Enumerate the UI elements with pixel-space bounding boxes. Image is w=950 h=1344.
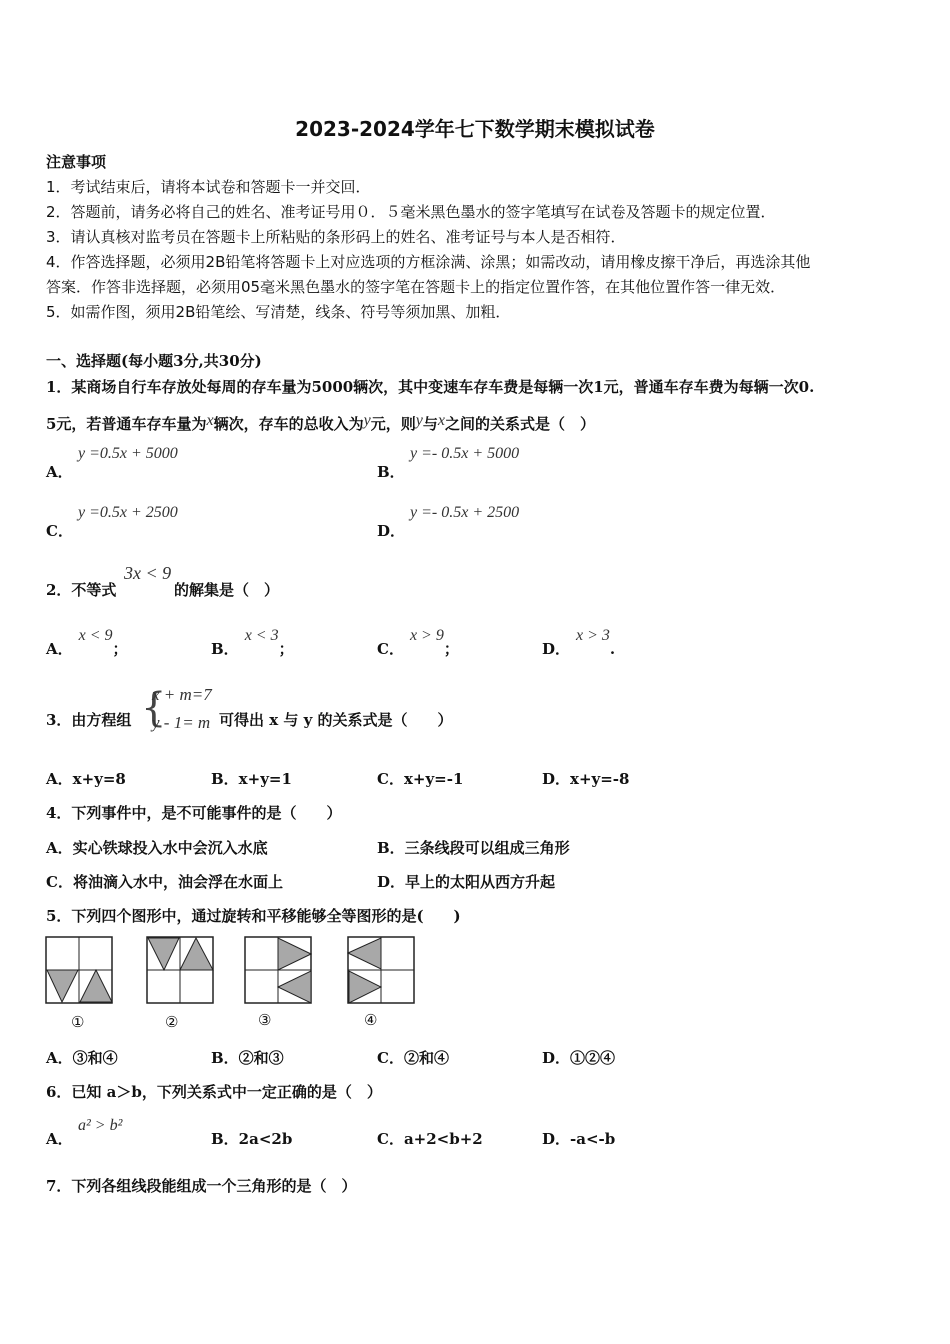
- q2-option-c[interactable]: C．x > 9；: [377, 627, 459, 658]
- page-title: 2023-2024学年七下数学期末模拟试卷: [295, 117, 655, 141]
- figure-4: [347, 936, 415, 1004]
- q4-option-c[interactable]: C．将油滴入水中，油会浮在水面上: [46, 873, 283, 891]
- note-item: 答案．作答非选择题，必须用05毫米黑色墨水的签字笔在答题卡上的指定位置作答，在其他位置作答一律无效．: [46, 278, 786, 296]
- q3-equation-1: x + m=7: [152, 685, 212, 704]
- q3-option-a[interactable]: A．x+y=8: [46, 770, 126, 788]
- note-item: 4．作答选择题，必须用2B铅笔将答题卡上对应选项的方框涂满、涂黑；如需改动，请用橡皮擦干净后，再选涂其他: [46, 253, 811, 271]
- q5-option-c[interactable]: C．②和④: [377, 1049, 449, 1067]
- q5-option-a[interactable]: A．③和④: [46, 1049, 118, 1067]
- q3-equation-2: y - 1= m: [152, 713, 211, 732]
- q1-option-d-math: y =- 0.5x + 2500: [410, 504, 520, 521]
- q1-option-a[interactable]: A．: [46, 463, 73, 481]
- q6-option-c[interactable]: C．a+2<b+2: [377, 1130, 483, 1148]
- notes-heading: 注意事项: [46, 153, 107, 171]
- figure-3: [244, 936, 312, 1004]
- q4-option-b[interactable]: B．三条线段可以组成三角形: [377, 839, 570, 857]
- question-3-post: 可得出 x 与 y 的关系式是（ ）: [219, 711, 453, 729]
- q3-option-b[interactable]: B．x+y=1: [211, 770, 292, 788]
- question-1-text-2: 5元，若普通车存车量为x辆次，存车的总收入为y元，则y与x之间的关系式是（ ）: [46, 412, 595, 433]
- q1-option-b[interactable]: B．: [377, 463, 405, 481]
- question-2-post: 的解集是（ ）: [174, 581, 280, 599]
- question-6-text: 6．已知 a＞b，下列关系式中一定正确的是（ ）: [46, 1083, 382, 1101]
- q6-option-b[interactable]: B．2a<2b: [211, 1130, 293, 1148]
- q1-option-a-math: y =0.5x + 5000: [78, 445, 178, 462]
- note-item: 5．如需作图，须用2B铅笔绘、写清楚，线条、符号等须加黑、加粗．: [46, 303, 511, 321]
- note-item: 2．答题前，请务必将自己的姓名、准考证号用０．５毫米黑色墨水的签字笔填写在试卷及答题卡的规定位置．: [46, 203, 776, 221]
- q1-option-d[interactable]: D．: [377, 522, 406, 540]
- question-3-pre: 3．由方程组: [46, 711, 132, 729]
- figure-3-label: ③: [258, 1011, 272, 1029]
- q5-option-b[interactable]: B．②和③: [211, 1049, 284, 1067]
- q1-option-b-math: y =- 0.5x + 5000: [410, 445, 520, 462]
- question-7-text: 7．下列各组线段能组成一个三角形的是（ ）: [46, 1177, 357, 1195]
- question-4-text: 4．下列事件中，是不可能事件的是（ ）: [46, 804, 342, 822]
- figure-1: [45, 936, 113, 1004]
- q1-option-c[interactable]: C．: [46, 522, 73, 540]
- figure-2-label: ②: [165, 1013, 179, 1031]
- note-item: 1．考试结束后，请将本试卷和答题卡一并交回．: [46, 178, 371, 196]
- question-5-text: 5．下列四个图形中，通过旋转和平移能够全等图形的是( ): [46, 907, 461, 925]
- q3-option-d[interactable]: D．x+y=-8: [542, 770, 630, 788]
- q4-option-a[interactable]: A．实心铁球投入水中会沉入水底: [46, 839, 268, 857]
- question-2-pre: 2．不等式: [46, 581, 117, 599]
- q1-option-c-math: y =0.5x + 2500: [78, 504, 178, 521]
- question-1-text: 1．某商场自行车存放处每周的存车量为5000辆次，其中变速车存车费是每辆一次1元，普通车存车费为每辆一次0.: [46, 378, 815, 396]
- brace-icon: {: [141, 685, 167, 731]
- figure-4-label: ④: [364, 1011, 378, 1029]
- q6-option-d[interactable]: D．-a<-b: [542, 1130, 616, 1148]
- q3-option-c[interactable]: C．x+y=-1: [377, 770, 464, 788]
- q5-option-d[interactable]: D．①②④: [542, 1049, 616, 1067]
- q2-option-b[interactable]: B．x < 3；: [211, 627, 294, 658]
- q6-option-a[interactable]: A．: [46, 1130, 73, 1148]
- figure-2: [146, 936, 214, 1004]
- note-item: 3．请认真核对监考员在答题卡上所粘贴的条形码上的姓名、准考证号与本人是否相符．: [46, 228, 626, 246]
- q2-option-d[interactable]: D．x > 3.: [542, 627, 616, 658]
- section-heading: 一、选择题(每小题3分,共30分): [46, 352, 262, 370]
- question-2-math: 3x < 9: [124, 563, 172, 583]
- q4-option-d[interactable]: D．早上的太阳从西方升起: [377, 873, 556, 891]
- figure-1-label: ①: [71, 1013, 85, 1031]
- q2-option-a[interactable]: A．x < 9；: [46, 627, 128, 658]
- q6-option-a-math: a² > b²: [78, 1117, 123, 1134]
